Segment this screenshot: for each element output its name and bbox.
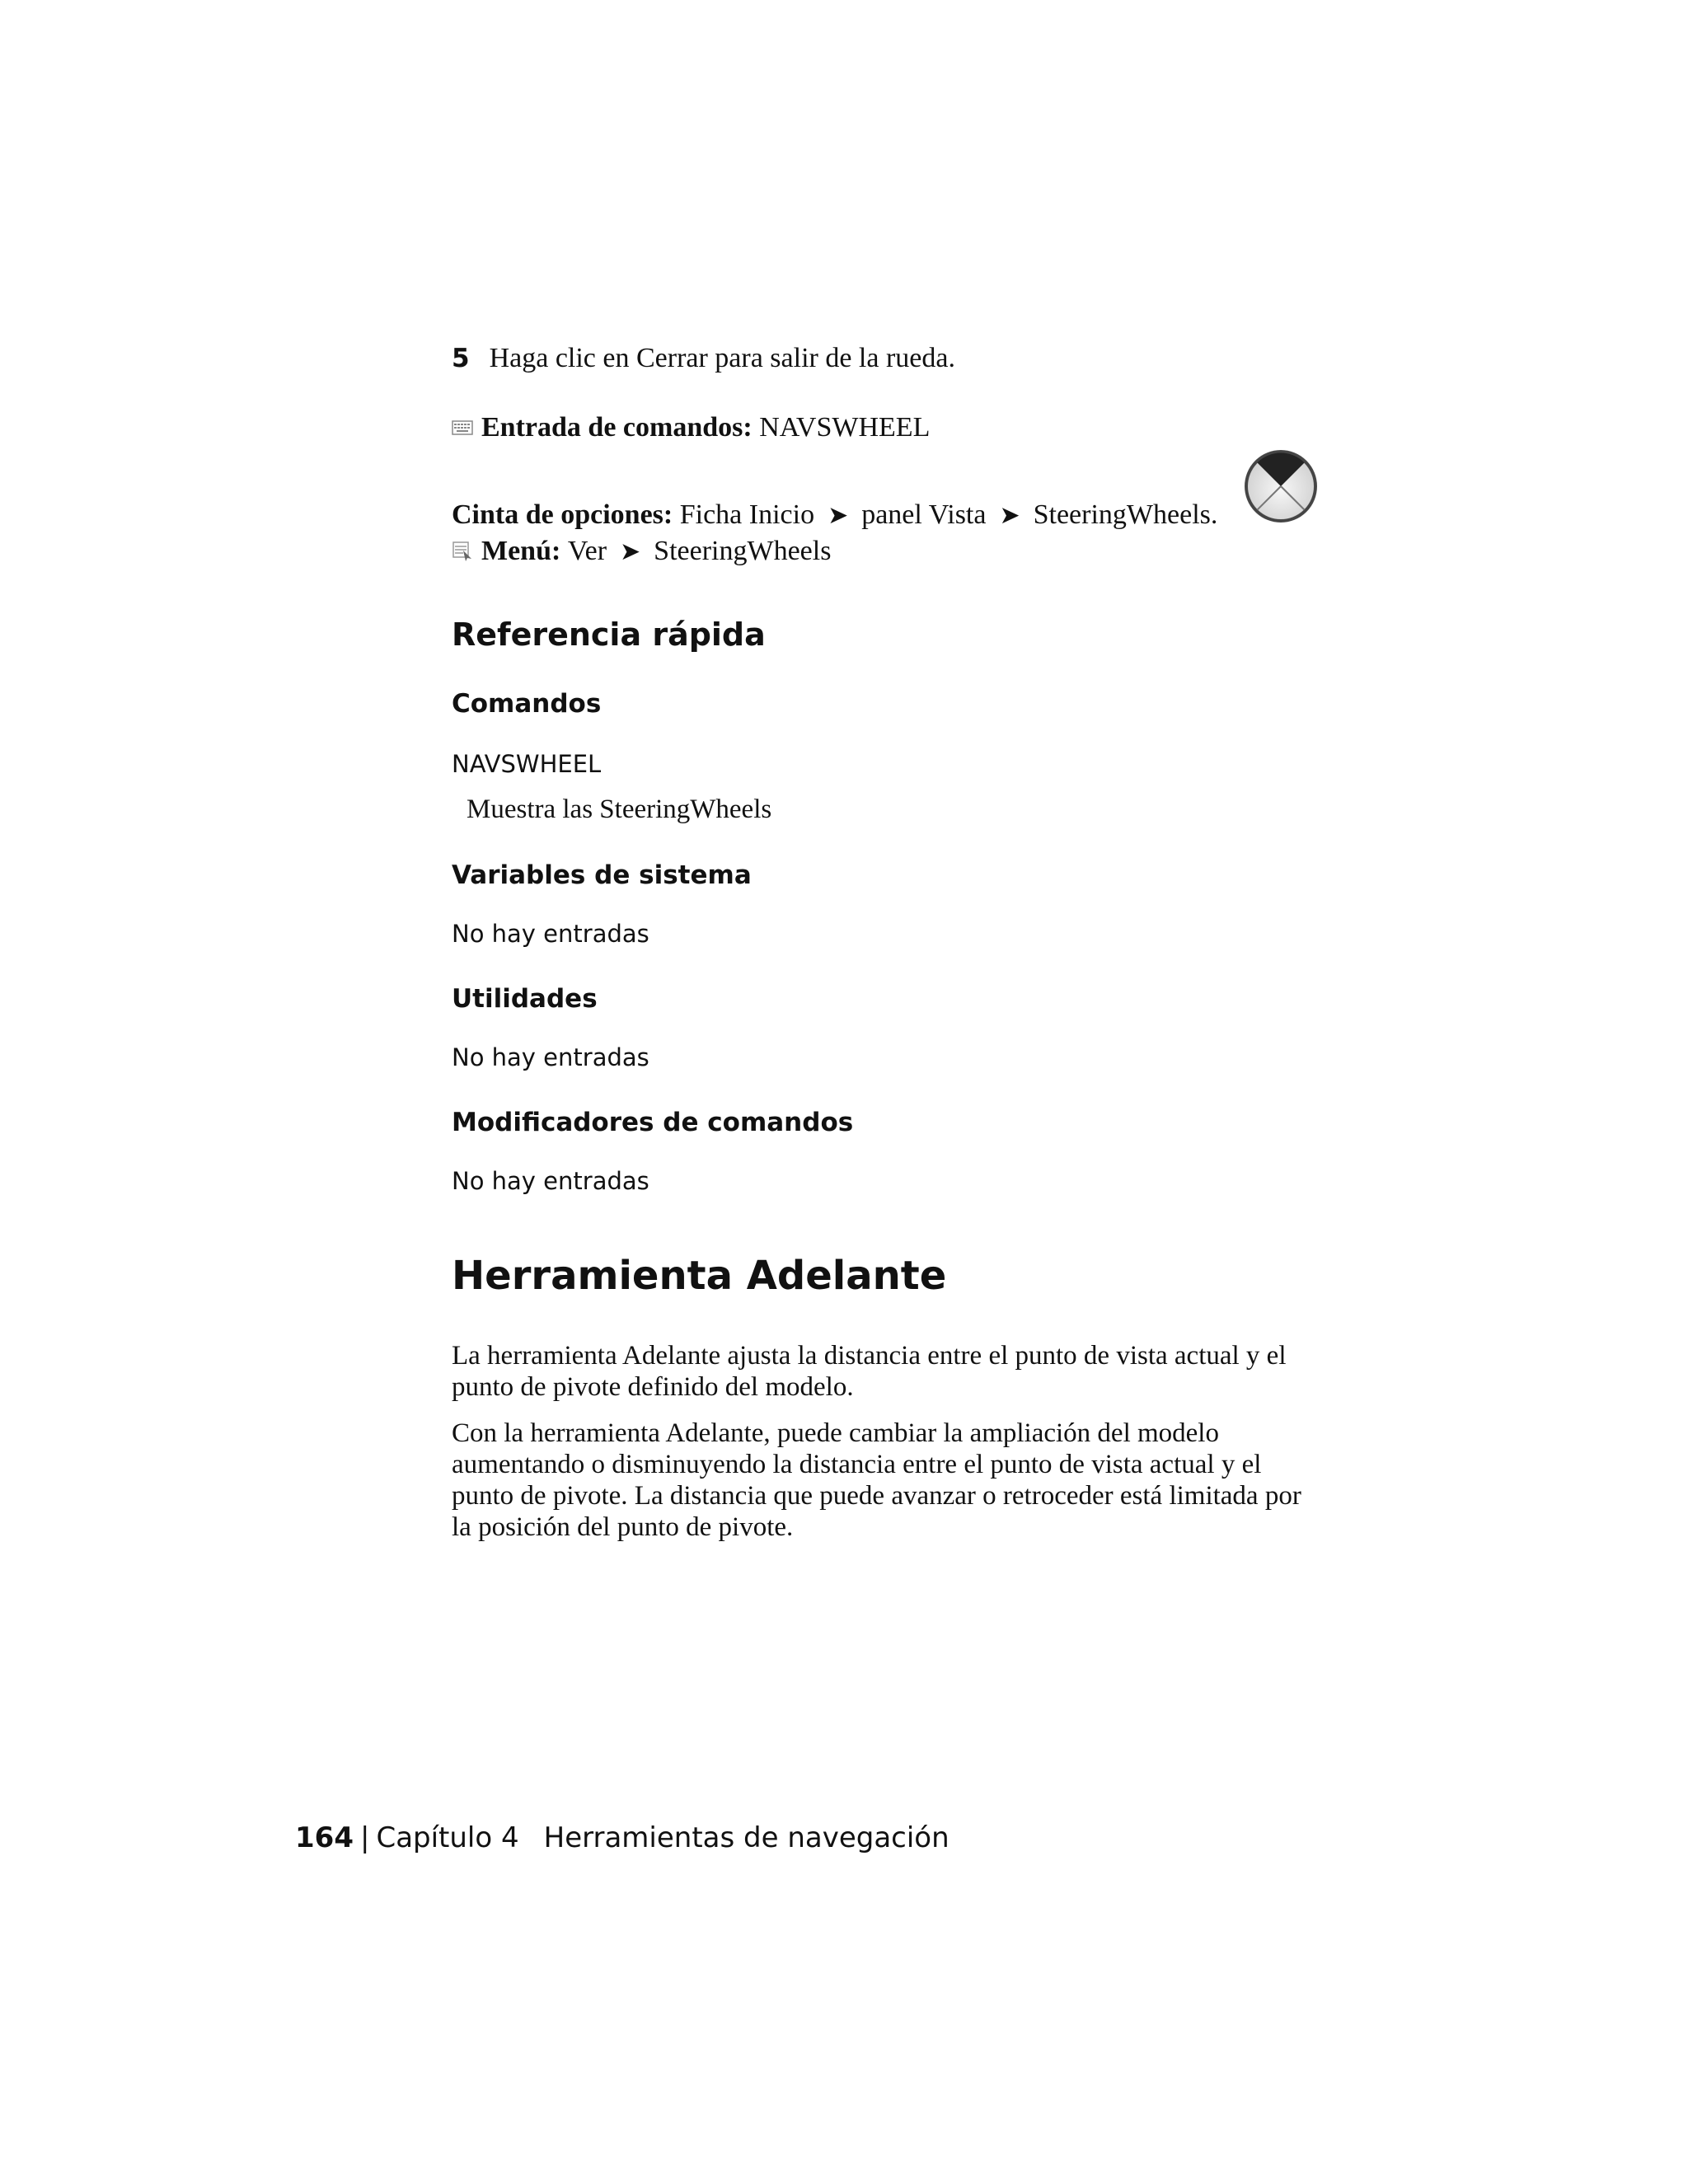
command-modifiers-heading: Modificadores de comandos — [452, 1108, 854, 1137]
keyboard-icon — [452, 420, 473, 435]
menu-path — [452, 536, 831, 567]
command-description: Muestra las SteeringWheels — [467, 794, 772, 824]
command-entry-line — [452, 412, 930, 443]
menu-step-2: SteeringWheels — [654, 536, 832, 566]
menu-icon — [452, 541, 473, 562]
ribbon-label: Cinta de opciones: — [452, 499, 673, 530]
commands-heading: Comandos — [452, 689, 602, 719]
command-modifiers-text: No hay entradas — [452, 1167, 649, 1195]
utilities-text: No hay entradas — [452, 1043, 649, 1071]
paragraph-1: La herramienta Adelante ajusta la distancia entre el punto de vista actual y el punto de pivote definido del modelo. — [452, 1341, 1287, 1402]
quick-reference-heading: Referencia rápida — [452, 616, 766, 653]
paragraph-2: Con la herramienta Adelante, puede cambiar la ampliación del modelo aumentando o disminuyendo la distancia entre el punto de vista actual y el punto de pivote. La distancia que puede avanzar o retroceder está limitada por la posición del punto de pivote. — [452, 1418, 1301, 1542]
arrow-icon: ➤ — [828, 502, 849, 529]
step-text: Haga clic en Cerrar para salir de la rueda. — [489, 343, 955, 373]
arrow-icon: ➤ — [999, 502, 1020, 529]
system-variables-heading: Variables de sistema — [452, 860, 752, 890]
ribbon-path — [452, 499, 1217, 531]
menu-step-1: Ver — [567, 536, 607, 566]
menu-label: Menú: — [481, 536, 561, 566]
ribbon-step-1: Ficha Inicio — [679, 499, 815, 530]
step-number: 5 — [452, 344, 470, 373]
command-entry-value: NAVSWHEEL — [759, 412, 931, 443]
system-variables-text: No hay entradas — [452, 920, 649, 948]
ribbon-step-3: SteeringWheels. — [1033, 499, 1218, 530]
command-entry-label: Entrada de comandos: — [481, 412, 753, 443]
page-footer — [295, 1821, 950, 1854]
footer-separator: | — [359, 1821, 370, 1854]
page-number: 164 — [295, 1821, 354, 1854]
utilities-heading: Utilidades — [452, 984, 598, 1014]
command-name: NAVSWHEEL — [452, 750, 602, 778]
section-title: Herramienta Adelante — [452, 1253, 947, 1299]
arrow-icon: ➤ — [620, 537, 641, 565]
chapter-label: Capítulo 4 — [376, 1821, 519, 1854]
step-item — [452, 343, 955, 374]
chapter-title: Herramientas de navegación — [543, 1821, 950, 1854]
ribbon-step-2: panel Vista — [861, 499, 987, 530]
steering-wheel-icon — [1243, 448, 1319, 524]
